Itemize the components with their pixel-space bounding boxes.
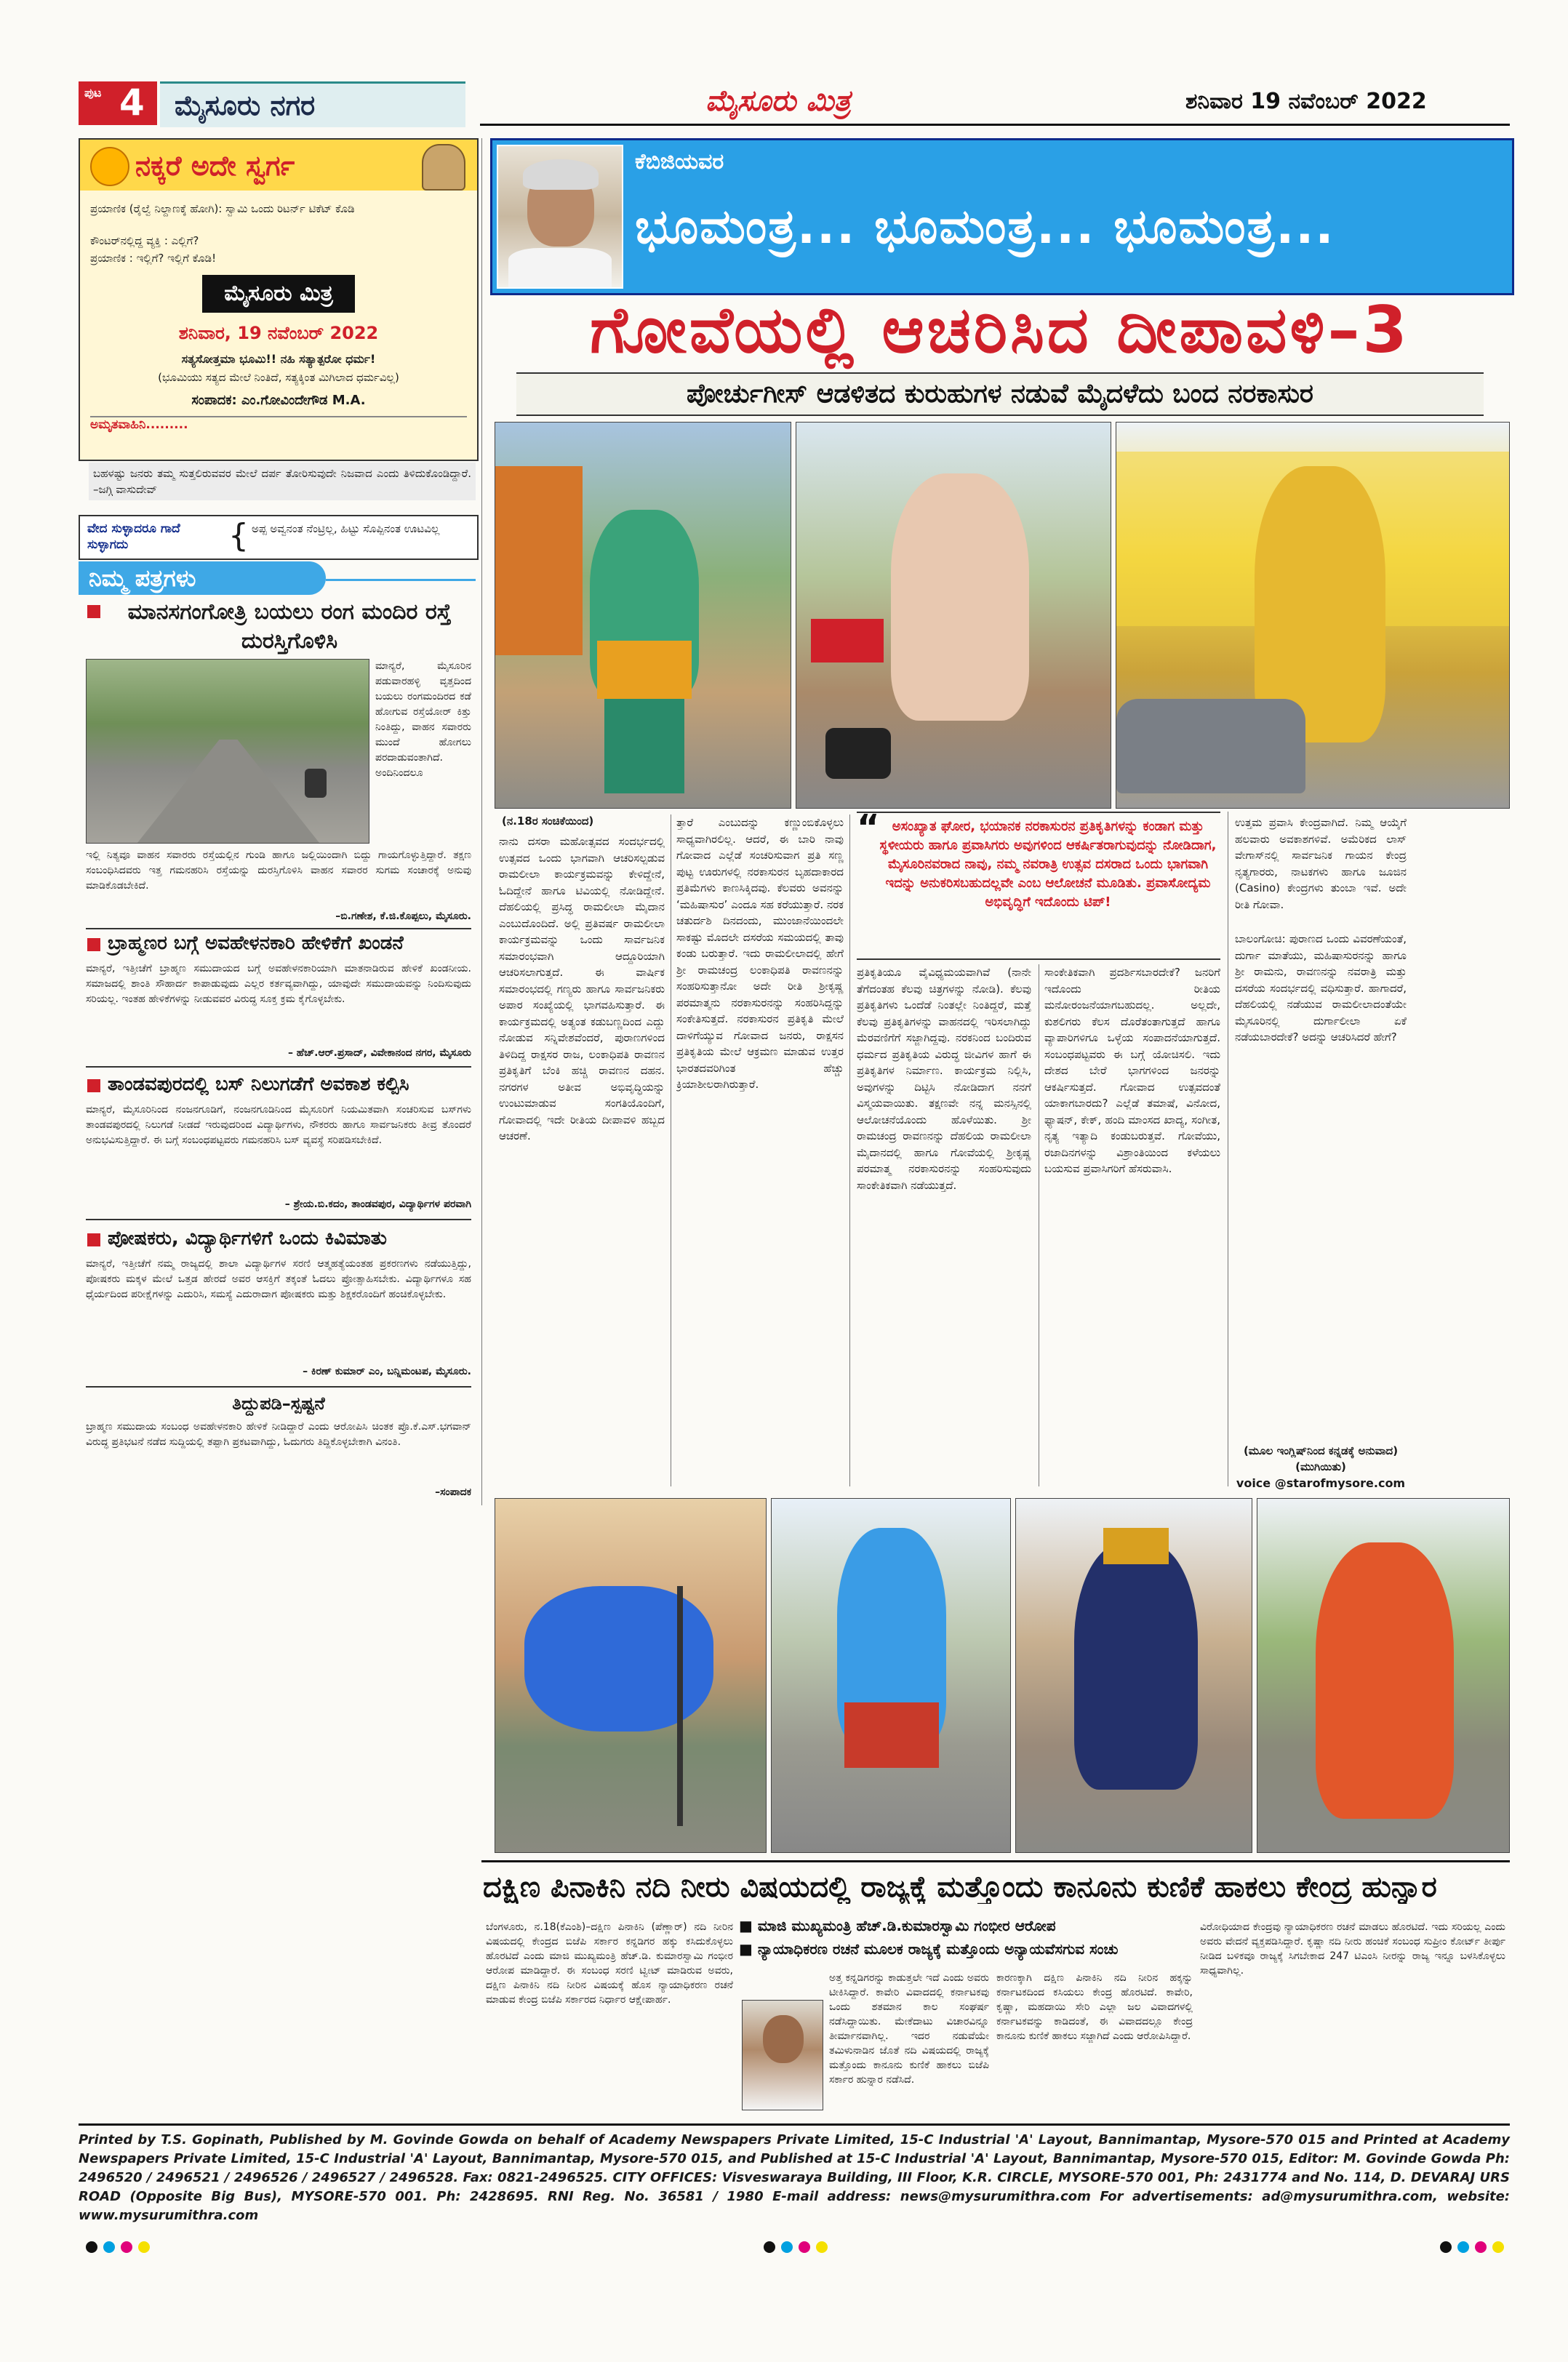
river-bullet-2-text: ನ್ಯಾಯಾಧಿಕರಣ ರಚನೆ ಮೂಲಕ ರಾಜ್ಯಕ್ಕೆ ಮತ್ತೊಂದು ಅನ್ಯಾಯವೆಸಗುವ ಸಂಚು (757, 1940, 1119, 1958)
narakasura-photo-pale (796, 422, 1111, 809)
car-shape (1116, 699, 1305, 793)
masthead-date: ಶನಿವಾರ 19 ನವೆಂಬರ್ 2022 (1185, 89, 1427, 114)
proverb-brace: { (228, 517, 249, 554)
page-label: ಪುಟ (84, 86, 102, 100)
columnist-label: ಕೆಬಿಜಿಯವರ (635, 149, 724, 175)
kumaraswamy-photo (742, 2000, 823, 2110)
building-shape (495, 466, 583, 655)
story-top-rule (481, 1860, 1510, 1862)
column-title: ಭೂಮಂತ್ರ... ಭೂಮಂತ್ರ... ಭೂಮಂತ್ರ... (635, 199, 1335, 255)
bullet-icon: ■ (739, 1917, 758, 1934)
paper-motto-translation: (ಭೂಮಿಯು ಸತ್ಯದ ಮೇಲೆ ನಿಂತಿದೆ, ಸತ್ಯಕ್ಕಿಂತ ಮಿಗಿಲಾದ ಧರ್ಮವಿಲ್ಲ) (158, 371, 399, 384)
continued-label: (ನ.18ರ ಸಂಚಿಕೆಯಿಂದ) (502, 814, 594, 828)
narakasura-photo-green (495, 422, 791, 809)
narakasura-photo-gold (1116, 422, 1510, 809)
registration-dot-yellow (1492, 2241, 1504, 2253)
effigy-crown (1103, 1528, 1169, 1564)
letter-3-body: ಮಾನ್ಯರೆ, ಮೈಸೂರಿನಿಂದ ನಂಜನಗೂಡಿಗೆ, ನಂಜನಗೂಡಿನಿಂದ ಮೈಸೂರಿಗೆ ನಿಯಮಿತವಾಗಿ ಸಂಚರಿಸುವ ಬಸ್‌ಗಳು ತಾಂಡವಪುರದಲ್ಲಿ ನಿಲುಗಡೆ ನೀಡದೆ ಇರುವುದರಿಂದ ವಿದ್ಯಾರ್ಥಿಗಳು, ನೌಕರರು ಹಾಗೂ ಸಾರ್ವಜನಿಕರು ತೀವ್ರ ತೊಂದರೆ ಅನುಭವಿಸುತ್ತಿದ್ದಾರೆ. ಈ ಬಗ್ಗೆ ಸಂಬಂಧಪಟ್ಟವರು ಗಮನಹರಿಸಿ ಬಸ್ ವ್ಯವಸ್ಥೆ ಸರಿಪಡಿಸಬೇಕಿದೆ. (86, 1104, 471, 1146)
portrait-shirt (508, 248, 612, 287)
footer-rule (79, 2123, 1510, 2126)
amruta-title: ಅಮೃತವಾಹಿನಿ......... (90, 417, 188, 432)
letter-4-marker (87, 1233, 100, 1246)
letters-header-title: ನಿಮ್ಮ ಪತ್ರಗಳು (89, 564, 196, 592)
paper-logo: ಮೈಸೂರು ಮಿತ್ರ (224, 281, 333, 306)
pull-quote: ಅಸಂಖ್ಯಾತ ಘೋರ, ಭಯಾನಕ ನರಕಾಸುರನ ಪ್ರತಿಕೃತಿಗಳನ್ನು ಕಂಡಾಗ ಮತ್ತು ಸ್ಥಳೀಯರು ಹಾಗೂ ಪ್ರವಾಸಿಗರು ಅವುಗಳಿಂದ ಆಕರ್ಷಿತರಾಗುವುದನ್ನು ನೋಡಿದಾಗ, ಮೈಸೂರಿನವರಾದ ನಾವು, ನಮ್ಮ ನವರಾತ್ರಿ ಉತ್ಸವ ದಸರಾದ ಒಂದು ಭಾಗವಾಗಿ ಇದನ್ನು ಅನುಕರಿಸಬಹುದಲ್ಲವೇ ಎಂಬ ಆಲೋಚನೆ ಮೂಡಿತು. ಪ್ರವಾಸೋದ್ಯಮ ಅಭಿವೃದ್ಧಿಗೆ ಇದೊಂದು ಟಿಪ್! (879, 819, 1217, 910)
feature-col-5b: ಬಾಲಂಗೋಚಿ: ಪುರಾಣದ ಒಂದು ವಿವರಣೆಯಂತೆ, ದುರ್ಗಾ ಮಾತೆಯು, ಮಹಿಷಾಸುರನನ್ನು ಹಾಗೂ ಶ್ರೀ ರಾಮನು, ರಾವಣನನ್ನು ನವರಾತ್ರಿ ಮತ್ತು ದಸರೆಯ ಸಂದರ್ಭದಲ್ಲಿ ವಧಿಸುತ್ತಾರೆ. ಹಾಗಾದರೆ, ದೆಹಲಿಯಲ್ಲಿ ನಡೆಯುವ ರಾಮಲೀಲಾದಂತೆಯೇ ಮೈಸೂರಿನಲ್ಲಿ ದುರ್ಗಾಲೀಲಾ ಏಕೆ ನಡೆಯಬಾರದೇಕೆ? ಅದನ್ನು ಆಚರಿಸಿದರೆ ಹೇಗೆ? (1235, 932, 1407, 1044)
section-title-box (160, 81, 465, 127)
humor-title: ನಕ್ಕರೆ ಅದೇ ಸ್ವರ್ಗ (135, 150, 295, 182)
letter-3-marker (87, 1079, 100, 1092)
registration-dot-black (86, 2241, 97, 2253)
letter-2-body: ಮಾನ್ಯರೆ, ಇತ್ತೀಚೆಗೆ ಬ್ರಾಹ್ಮಣ ಸಮುದಾಯದ ಬಗ್ಗೆ ಅವಹೇಳನಕಾರಿಯಾಗಿ ಮಾತನಾಡಿರುವ ಹೇಳಿಕೆ ಖಂಡನೀಯ. ಸಮಾಜದಲ್ಲಿ ಶಾಂತಿ ಸೌಹಾರ್ದ ಕಾಪಾಡುವುದು ಎಲ್ಲರ ಕರ್ತವ್ಯವಾಗಿದ್ದು, ಯಾವುದೇ ಸಮುದಾಯವನ್ನು ನಿಂದಿಸುವುದು ಸರಿಯಲ್ಲ. ಇಂತಹ ಹೇಳಿಕೆಗಳನ್ನು ನೀಡುವವರ ವಿರುದ್ಧ ಸೂಕ್ತ ಕ್ರಮ ಕೈಗೊಳ್ಳಬೇಕು. (86, 963, 471, 1005)
narakasura-photo-dark (1015, 1498, 1252, 1853)
motorbike-shape (305, 769, 327, 798)
scaffold (677, 1586, 683, 1826)
paper-name: ಮೈಸೂರು ಮಿತ್ರ (705, 84, 851, 118)
letter-1-road-photo (86, 659, 369, 844)
river-bullet-1-text: ಮಾಜಿ ಮುಖ್ಯಮಂತ್ರಿ ಹೆಚ್.ಡಿ.ಕುಮಾರಸ್ವಾಮಿ ಗಂಭೀರ ಆರೋಪ (757, 1917, 1056, 1934)
paper-motto: ಸತ್ಯಸೋತ್ತಮಾ ಭೂಮಿ!! ನಹಿ ಸತ್ಯಾತ್ಪರೋ ಧರ್ಮ! (181, 352, 376, 366)
registration-dot-cyan (103, 2241, 115, 2253)
feature-subheadline-box (516, 372, 1484, 416)
feature-subheadline: ಪೋರ್ಚುಗೀಸ್ ಆಡಳಿತದ ಕುರುಹುಗಳ ನಡುವೆ ಮೈದಳೆದು ಬಂದ ನರಕಾಸುರ (687, 379, 1313, 409)
divider (86, 1066, 471, 1068)
pull-quote-box (857, 807, 1220, 960)
letter-3-signature: – ಶ್ರೇಯ.ಬಿ.ಕದಂ, ತಾಂಡವಪುರ, ವಿದ್ಯಾರ್ಥಿಗಳ ಪರವಾಗಿ (284, 1198, 471, 1210)
registration-dot-yellow (138, 2241, 150, 2253)
masthead-rule (480, 124, 1510, 126)
effigy-body-red (1316, 1542, 1454, 1819)
email-address[interactable]: voice @starofmysore.com (1236, 1476, 1406, 1490)
columnist-portrait (497, 145, 623, 289)
feature-col-1: ನಾನು ದಸರಾ ಮಹೋತ್ಸವದ ಸಂದರ್ಭದಲ್ಲಿ ಉತ್ಸವದ ಒಂದು ಭಾಗವಾಗಿ ಆಚರಿಸಲ್ಪಡುವ ರಾಮಲೀಲಾ ಕಾರ್ಯಕ್ರಮವನ್ನು ಕೇಳಿದ್ದೇನೆ, ಓದಿದ್ದೇನೆ ಹಾಗೂ ಟಿವಿಯಲ್ಲಿ ನೋಡಿದ್ದೇನೆ. ದೆಹಲಿಯಲ್ಲಿ ಪ್ರಸಿದ್ಧ ರಾಮಲೀಲಾ ಮೈದಾನ ಎಂಬುದೊಂದಿದೆ. ಅಲ್ಲಿ ಪ್ರತಿವರ್ಷ ರಾಮಲೀಲಾ ಕಾರ್ಯಕ್ರಮವನ್ನು ಒಂದು ಸಾರ್ವಜನಿಕ ಸಮಾರಂಭವಾಗಿ ಆದ್ದೂರಿಯಾಗಿ ಆಚರಿಸಲಾಗುತ್ತದೆ. ಈ ವಾರ್ಷಿಕ ಸಮಾರಂಭದಲ್ಲಿ ಗಣ್ಯರು ಹಾಗೂ ಸಾರ್ವಜನಿಕರು ಅಪಾರ ಸಂಖ್ಯೆಯಲ್ಲಿ ಭಾಗವಹಿಸುತ್ತಾರೆ. ಈ ಕಾರ್ಯಕ್ರಮದಲ್ಲಿ ಅತ್ಯಂತ ಕಡುಬಣ್ಣದಿಂದ ಎದ್ದು ನೋಡುವ ಸನ್ನಿವೇಶವೆಂದರೆ, ಪುರಾಣಗಳಿಂದ ತಿಳಿದಿದ್ದ ರಾಕ್ಷಸರ ರಾಜ, ಲಂಕಾಧಿಪತಿ ರಾವಣನ ಪ್ರತಿಕೃತಿಗೆ ಬೆಂಕಿ ಹಚ್ಚಿ ರಾವಣನ ದಹನ. ನಗರಗಳ ಅತೀವ ಅಭಿವೃದ್ಧಿಯನ್ನು ಉಂಟುಮಾಡುವ ಸಂಗತಿಯೊಂದಿಗೆ, ಗೋವಾದಲ್ಲಿ ಇದೇ ರೀತಿಯ ದೀಪಾವಳಿ ಹಬ್ಬದ ಆಚರಣೆ. (499, 835, 665, 1142)
letter-2-signature: – ಹೆಚ್.ಆರ್.ಪ್ರಸಾದ್, ವಿವೇಕಾನಂದ ನಗರ, ಮೈಸೂರು (287, 1047, 471, 1059)
column-divider (481, 138, 482, 1505)
cartoon-figure-icon (422, 144, 465, 191)
registration-dot-magenta (121, 2241, 132, 2253)
scooter-shape (825, 728, 891, 779)
amruta-text: ಬಹಳಷ್ಟು ಜನರು ತಮ್ಮ ಸುತ್ತಲಿರುವವರ ಮೇಲೆ ದರ್ಪ ತೋರಿಸುವುದೇ ನಿಜವಾದ ಎಂದು ತಿಳಿದುಕೊಂಡಿದ್ದಾರೆ. –ಜಗ್ಗಿ ವಾಸುದೇವ್ (89, 463, 476, 500)
humor-line-3: ಪ್ರಯಾಣಿಕ : ಇಲ್ಲಿಗೆ? ಇಲ್ಲಿಗೆ ಕೊಡಿ! (90, 252, 217, 265)
divider (86, 928, 471, 929)
page-number: 4 (119, 81, 145, 124)
divider (86, 1219, 471, 1220)
registration-dot-yellow (816, 2241, 828, 2253)
shop-sign (811, 619, 884, 662)
laughing-face-icon (90, 147, 129, 186)
letter-4-title: ಪೋಷಕರು, ವಿದ್ಯಾರ್ಥಿಗಳಿಗೆ ಒಂದು ಕಿವಿಮಾತು (108, 1228, 387, 1249)
humor-line-2: ಕೌಂಟರ್‌ನಲ್ಲಿದ್ದ ವ್ಯಕ್ತಿ : ಎಲ್ಲಿಗೆ? (90, 234, 199, 247)
column-divider (849, 814, 850, 1486)
registration-dot-magenta (1475, 2241, 1487, 2253)
letters-header (79, 561, 326, 595)
correction-title: ತಿದ್ದುಪಡಿ–ಸ್ಪಷ್ಟನೆ (232, 1393, 325, 1414)
river-headline: ದಕ್ಷಿಣ ಪಿನಾಕಿನಿ ನದಿ ನೀರು ವಿಷಯದಲ್ಲಿ ರಾಜ್ಯಕ್ಕೆ ಮತ್ತೊಂದು ಕಾನೂನು ಕುಣಿಕೆ ಹಾಕಲು ಕೇಂದ್ರ ಹುನ್ನಾರ (483, 1870, 1437, 1904)
section-title: ಮೈಸೂರು ನಗರ (175, 89, 316, 121)
paper-box-date: ಶನಿವಾರ, 19 ನವೆಂಬರ್ 2022 (178, 323, 379, 343)
letter-1-side-text: ಮಾನ್ಯರೆ, ಮೈಸೂರಿನ ಪಡುವಾರಹಳ್ಳಿ ವೃತ್ತದಿಂದ ಬಯಲು ರಂಗಮಂದಿರದ ಕಡೆ ಹೋಗುವ ರಸ್ತೆಯೋರ್ ಕಿತ್ತು ನಿಂತಿದ್ದು, ವಾಹನ ಸವಾರರು ಮುಂದೆ ಹೋಗಲು ಪರದಾಡುವಂತಾಗಿದೆ. ಅಂದಿನಿಂದಲೂ (375, 660, 471, 779)
registration-dot-cyan (1457, 2241, 1469, 2253)
road-surface (137, 740, 319, 843)
registration-dot-black (764, 2241, 775, 2253)
column-banner (490, 138, 1514, 295)
effigy-body-pale (891, 473, 1029, 721)
river-col-2: ಅತ್ತ ಕನ್ನಡಿಗರನ್ನು ಕಾಡುತ್ತಲೇ ಇದೆ ಎಂದು ಅವರು ಟೀಕಿಸಿದ್ದಾರೆ. ಕಾವೇರಿ ವಿವಾದದಲ್ಲಿ ಕರ್ನಾಟಕವು ಒಂದು ಶತಮಾನ ಕಾಲ ಸಂಘರ್ಷ ನಡೆಸಿದ್ದಾಯಿತು. ಮೇಕೆದಾಟು ವಿಚಾರವಿನ್ನೂ ತೀರ್ಮಾನವಾಗಿಲ್ಲ. ಇದರ ನಡುವೆಯೇ ತಮಿಳುನಾಡಿನ ಜೊತೆ ನದಿ ವಿಷಯದಲ್ಲಿ ರಾಜ್ಯಕ್ಕೆ ಮತ್ತೊಂದು ಕಾನೂನು ಕುಣಿಕೆ ಹಾಕಲು ಬಿಜೆಪಿ ಸರ್ಕಾರ ಹುನ್ನಾರ ನಡೆಸಿದೆ. (829, 1972, 989, 2086)
letter-4-signature: – ಕಿರಣ್ ಕುಮಾರ್ ಎಂ, ಬನ್ನಿಮಂಟಪ, ಮೈಸೂರು. (303, 1366, 471, 1377)
portrait-head (763, 2015, 804, 2063)
humor-line-1: ಪ್ರಯಾಣಿಕ (ರೈಲ್ವೆ ನಿಲ್ದಾಣಕ್ಕೆ ಹೋಗಿ): ಸ್ವಾಮಿ ಒಂದು ರಿಟರ್ನ್ ಟಿಕೆಟ್ ಕೊಡಿ (90, 202, 355, 215)
proverb-left: ವೇದ ಸುಳ್ಳಾದರೂ ಗಾದೆ ಸುಳ್ಳಾಗದು (87, 521, 180, 552)
effigy-skirt (597, 641, 692, 699)
river-col-3: ಕಾರಣಕ್ಕಾಗಿ ದಕ್ಷಿಣ ಪಿನಾಕಿನಿ ನದಿ ನೀರಿನ ಹಕ್ಕನ್ನು ಕರ್ನಾಟಕದಿಂದ ಕಸಿಯಲು ಕೇಂದ್ರ ಹೊರಟಿದೆ. ಕಾವೇರಿ, ಕೃಷ್ಣಾ, ಮಹದಾಯಿ ಸೇರಿ ಎಲ್ಲಾ ಜಲ ವಿವಾದಗಳಲ್ಲಿ ಕರ್ನಾಟಕವನ್ನು ಕಾಡಿದಂತೆ, ಈ ವಿವಾದದಲ್ಲೂ ಕೇಂದ್ರ ಕಾನೂನು ಕುಣಿಕೆ ಹಾಕಲು ಸಜ್ಜಾಗಿದೆ ಎಂದು ಆರೋಪಿಸಿದ್ದಾರೆ. (996, 1972, 1193, 2042)
letter-1-body: ಇಲ್ಲಿ ನಿತ್ಯವೂ ವಾಹನ ಸವಾರರು ರಸ್ತೆಯಲ್ಲಿನ ಗುಂಡಿ ಹಾಗೂ ಜಲ್ಲಿಯಿಂದಾಗಿ ಬಿದ್ದು ಗಾಯಗೊಳ್ಳುತ್ತಿದ್ದಾರೆ. ತಕ್ಷಣ ಸಂಬಂಧಿಸಿದವರು ಇತ್ತ ಗಮನಹರಿಸಿ ರಸ್ತೆಯನ್ನು ದುರಸ್ತಿಗೊಳಿಸಿ ವಾಹನ ಸವಾರರ ಸುಗಮ ಸಂಚಾರಕ್ಕೆ ಅನುವು ಮಾಡಿಕೊಡಬೇಕಿದೆ. (86, 849, 471, 892)
river-col-1: ಬೆಂಗಳೂರು, ನ.18(ಕೆಎಂಶಿ)–ದಕ್ಷಿಣ ಪಿನಾಕಿನಿ (ಪೆಣ್ಣಾರ್) ನದಿ ನೀರಿನ ವಿಷಯದಲ್ಲಿ ಕೇಂದ್ರದ ಬಿಜೆಪಿ ಸರ್ಕಾರ ಕನ್ನಡಿಗರ ಹಕ್ಕು ಕಸಿದುಕೊಳ್ಳಲು ಹೊರಟಿದೆ ಎಂದು ಮಾಜಿ ಮುಖ್ಯಮಂತ್ರಿ ಹೆಚ್.ಡಿ. ಕುಮಾರಸ್ವಾಮಿ ಗಂಭೀರ ಆರೋಪ ಮಾಡಿದ್ದಾರೆ. ಈ ಸಂಬಂಧ ಸರಣಿ ಟ್ವೀಟ್ ಮಾಡಿರುವ ಅವರು, ದಕ್ಷಿಣ ಪಿನಾಕಿನಿ ನದಿ ನೀರಿನ ವಿಷಯಕ್ಕೆ ಹೊಸ ನ್ಯಾಯಾಧಿಕರಣ ರಚನೆ ಮಾಡುವ ಕೇಂದ್ರ ಬಿಜೆಪಿ ಸರ್ಕಾರದ ನಿರ್ಧಾರ ಆಕ್ಷೇಪಾರ್ಹ. (486, 1921, 733, 2006)
narakasura-photo-blue-road (771, 1498, 1011, 1853)
effigy-skirt-red (844, 1702, 939, 1768)
letters-header-rule (326, 579, 476, 581)
proverb-right: ಅಪ್ಪ ಅವ್ವನಂತ ನೆಂಟ್ರಿಲ್ಲ, ಹಿಟ್ಟು ಸೊಪ್ಪಿನಂತ ಊಟವಿಲ್ಲ (252, 522, 440, 535)
letter-4-body: ಮಾನ್ಯರೆ, ಇತ್ತೀಚೆಗೆ ನಮ್ಮ ರಾಜ್ಯದಲ್ಲಿ ಶಾಲಾ ವಿದ್ಯಾರ್ಥಿಗಳ ಸರಣಿ ಆತ್ಮಹತ್ಯೆಯಂತಹ ಪ್ರಕರಣಗಳು ನಡೆಯುತ್ತಿದ್ದು, ಪೋಷಕರು ಮಕ್ಕಳ ಮೇಲೆ ಒತ್ತಡ ಹೇರದೆ ಅವರ ಆಸಕ್ತಿಗೆ ತಕ್ಕಂತೆ ಓದಲು ಪ್ರೋತ್ಸಾಹಿಸಬೇಕು. ವಿದ್ಯಾರ್ಥಿಗಳೂ ಸಹ ಧೈರ್ಯದಿಂದ ಪರೀಕ್ಷೆಗಳನ್ನು ಎದುರಿಸಿ, ಸಮಸ್ಯೆ ಎದುರಾದಾಗ ಪೋಷಕರು ಮತ್ತು ಶಿಕ್ಷಕರೊಂದಿಗೆ ಹಂಚಿಕೊಳ್ಳಬೇಕು. (86, 1258, 471, 1300)
feature-col-6 (1414, 814, 1507, 1486)
feature-col-3: ಪ್ರತಿಕೃತಿಯೂ ವೈವಿಧ್ಯಮಯವಾಗಿವೆ (ನಾನೇ ತೆಗೆದಂತಹ ಕೆಲವು ಚಿತ್ರಗಳನ್ನು ನೋಡಿ). ಕೆಲವು ಪ್ರತಿಕೃತಿಗಳು ಒಂದೆಡೆ ನಿಂತಲ್ಲೇ ನಿಂತಿದ್ದರೆ, ಮತ್ತೆ ಕೆಲವು ಪ್ರತಿಕೃತಿಗಳನ್ನು ವಾಹನದಲ್ಲಿ ಇರಿಸಲಾಗಿದ್ದು ಮೆರವಣಿಗೆಗೆ ಸಜ್ಜಾಗಿದ್ದವು. ನರಕನಿಂದ ಬಂದಿರುವ ಧರ್ಮದ ಪ್ರತಿಕೃತಿಯ ವಿರುದ್ಧ ಜೀವಿಗಳ ಹಾಗೆ ಈ ಪ್ರತಿಕೃತಿಗಳ ನಿರ್ಮಾಣ. ಕಾರ್ಯಕ್ರಮ ನಿಲ್ಲಿಸಿ, ಅವುಗಳನ್ನು ದಿಟ್ಟಿಸಿ ನೋಡಿದಾಗ ನನಗೆ ವಿಸ್ಮಯವಾಯಿತು. ತಕ್ಷಣವೇ ನನ್ನ ಮನಸ್ಸಿನಲ್ಲಿ ಆಲೋಚನೆಯೊಂದು ಹೊಳೆಯಿತು. ಶ್ರೀ ರಾಮಚಂದ್ರ ರಾವಣನನ್ನು ದೆಹಲಿಯ ರಾಮಲೀಲಾ ಮೈದಾನದಲ್ಲಿ ಹಾಗೂ ಗೋವೆಯಲ್ಲಿ ಶ್ರೀಕೃಷ್ಣ ಪರಮಾತ್ಮ ನರಕಾಸುರನನ್ನು ಸಂಹರಿಸುವುದು ಸಾಂಕೇತಿಕವಾಗಿ ನಡೆಯುತ್ತದೆ. (857, 966, 1031, 1192)
letter-2-title: ಬ್ರಾಹ್ಮಣರ ಬಗ್ಗೆ ಅವಹೇಳನಕಾರಿ ಹೇಳಿಕೆಗೆ ಖಂಡನೆ (108, 932, 404, 954)
letter-2-marker (87, 938, 100, 951)
divider (86, 1386, 471, 1388)
registration-dot-cyan (781, 2241, 793, 2253)
registration-dot-magenta (799, 2241, 810, 2253)
letter-1-marker (87, 605, 100, 618)
paper-editor: ಸಂಪಾದಕ: ಎಂ.ಗೋವಿಂದೇಗೌಡ M.A. (191, 393, 366, 408)
correction-signature: –ಸಂಪಾದಕ (435, 1486, 471, 1498)
river-bullet-2 (739, 1940, 1190, 1958)
bullet-icon: ■ (739, 1940, 758, 1958)
narakasura-photo-blue-scaffold (495, 1498, 767, 1853)
effigy-body-dark (1074, 1542, 1198, 1790)
humor-box (79, 138, 479, 461)
effigy-body-blue (524, 1586, 713, 1732)
feature-headline: ಗೋವೆಯಲ್ಲಿ ಆಚರಿಸಿದ ದೀಪಾವಳಿ–3 (590, 292, 1410, 367)
translation-credit: (ಮೂಲ ಇಂಗ್ಲಿಷ್‌ನಿಂದ ಕನ್ನಡಕ್ಕೆ ಅನುವಾದ) (ಮುಗಿಯಿತು) (1243, 1444, 1399, 1473)
narakasura-photo-red (1257, 1498, 1510, 1853)
effigy-legs (604, 699, 684, 793)
page-number-badge (79, 81, 157, 125)
correction-body: ಬ್ರಾಹ್ಮಣ ಸಮುದಾಯ ಸಂಬಂಧ ಅವಹೇಳನಕಾರಿ ಹೇಳಿಕೆ ನೀಡಿದ್ದಾರೆ ಎಂದು ಆರೋಪಿಸಿ ಚಿಂತಕ ಪ್ರೊ.ಕೆ.ಎಸ್.ಭಗವಾನ್ ವಿರುದ್ಧ ಪ್ರತಿಭಟನೆ ನಡೆದ ಸುದ್ದಿಯಲ್ಲಿ ತಪ್ಪಾಗಿ ಪ್ರಕಟವಾಗಿದ್ದು, ಓದುಗರು ತಿದ್ದಿಕೊಳ್ಳಬೇಕಾಗಿ ವಿನಂತಿ. (86, 1421, 471, 1448)
letter-1-signature: –ಬಿ.ಗಣೇಶ, ಕೆ.ಜಿ.ಕೊಪ್ಪಲು, ಮೈಸೂರು. (335, 910, 471, 922)
feature-col-4: ಸಾಂಕೇತಿಕವಾಗಿ ಪ್ರದರ್ಶಿಸಬಾರದೇಕೆ? ಜನರಿಗೆ ಇದೊಂದು ರೀತಿಯ ಮನೋರಂಜನೆಯಾಗಬಹುದಲ್ಲ. ಅಲ್ಲದೇ, ಕುಶಲಿಗರು ಕೆಲಸ ದೊರೆತಂತಾಗುತ್ತದೆ ಹಾಗೂ ವ್ಯಾಪಾರಿಗಳಿಗೂ ಒಳ್ಳೆಯ ಸಂಪಾದನೆಯಾಗುತ್ತದೆ. ಸಂಬಂಧಪಟ್ಟವರು ಈ ಬಗ್ಗೆ ಯೋಚಿಸಲಿ. ಇದು ದೇಶದ ಬೇರೆ ಭಾಗಗಳಿಂದ ಜನರನ್ನು ಆಕರ್ಷಿಸುತ್ತದೆ. ಗೋವಾದ ಉತ್ಸವದಂತೆ ಯಾಕಾಗಬಾರದು? ಎಲ್ಲೆಡೆ ತಮಾಷೆ, ವಿನೋದ, ಫ್ಯಾಷನ್, ಕೇಕ್, ಹಂದಿ ಮಾಂಸದ ಖಾದ್ಯ, ಸಂಗೀತ, ನೃತ್ಯ ಇತ್ಯಾದಿ ಕಂಡುಬರುತ್ತವೆ. ಗೋವೆಯು, ರಜಾದಿನಗಳನ್ನು ವಿಶ್ರಾಂತಿಯಿಂದ ಕಳೆಯಲು ಬಯಸುವ ಪ್ರವಾಸಿಗರಿಗೆ ಹೆಸರುವಾಸಿ. (1044, 966, 1220, 1175)
quote-mark-icon: “ (857, 807, 880, 848)
feature-col-2: ತ್ತಾರೆ ಎಂಬುದನ್ನು ಕಣ್ಣುಂಬಿಕೊಳ್ಳಲು ಸಾಧ್ಯವಾಗಿರಲಿಲ್ಲ. ಆದರೆ, ಈ ಬಾರಿ ನಾವು ಗೋವಾದ ಎಲ್ಲೆಡೆ ಸಂಚರಿಸುವಾಗ ಪ್ರತಿ ಸಣ್ಣ ಪುಟ್ಟ ಊರುಗಳಲ್ಲಿ ನರಕಾಸುರನ ಬೃಹದಾಕಾರದ ಪ್ರತಿಮೆಗಳು ಕಾಣಸಿಕ್ಕಿದವು. ಕೆಲವರು ಅವನನ್ನು ‘ಮಹಿಷಾಸುರ’ ಎಂದೂ ಸಹ ಕರೆಯುತ್ತಾರೆ. ನರಕ ಚತುರ್ದಶಿ ದಿನದಂದು, ಮುಂಜಾನೆಯಿಂದಲೇ ಸಾಕಷ್ಟು ಮೊದಲೇ ದಸರೆಯ ಸಮಯದಲ್ಲಿ ತಾವು ಕಂಡು ಬರುತ್ತಾರೆ. ಇದು ರಾಮಲೀಲಾದಲ್ಲಿ ಹೇಗೆ ಶ್ರೀ ರಾಮಚಂದ್ರ ಲಂಕಾಧಿಪತಿ ರಾವಣನನ್ನು ಸಂಹರಿಸುತ್ತಾನೋ ಅದೇ ರೀತಿ ಶ್ರೀಕೃಷ್ಣ ಪರಮಾತ್ಮನು ನರಕಾಸುರನನ್ನು ಸಂಹರಿಸಿದ್ದನ್ನು ಸಂಕೇತಿಸುತ್ತದೆ. ನರಕಾಸುರನ ಪ್ರತಿಕೃತಿ ಮೇಲೆ ದಾಳಿಗೆಯ್ಯುವ ಗೋವಾದ ಜನರು, ರಾಕ್ಷಸನ ಪ್ರತಿಕೃತಿಯ ಮೇಲೆ ಆಕ್ರಮಣ ಮಾಡುವ ಉತ್ತರ ಭಾರತದವರಿಗಿಂತ ಹೆಚ್ಚು ಕ್ರಿಯಾಶೀಲರಾಗಿರುತ್ತಾರೆ. (676, 816, 844, 1091)
paper-logo-box (202, 275, 355, 313)
letter-1-title: ಮಾನಸಗಂಗೋತ್ರಿ ಬಯಲು ರಂಗ ಮಂದಿರ ರಸ್ತೆ ದುರಸ್ತಿಗೊಳಿಸಿ (127, 599, 452, 654)
river-bullet-1 (739, 1917, 1175, 1934)
proverb-box (79, 515, 479, 560)
feature-col-5: ಉತ್ತಮ ಪ್ರವಾಸಿ ಕೇಂದ್ರವಾಗಿದೆ. ನಿಮ್ಮ ಆಯ್ಕೆಗೆ ಹಲವಾರು ಅವಕಾಶಗಳಿವೆ. ಅಮೆರಿಕದ ಲಾಸ್ ವೇಗಾಸ್‌ನಲ್ಲಿ ಸಾರ್ವಜನಿಕ ಗಾಯನ ಕೇಂದ್ರ ನೃತ್ಯಗಾರರು, ನಾಟಕಗಳು ಹಾಗೂ ಜೂಜಿನ (Casino) ಕೇಂದ್ರಗಳು ತುಂಬಾ ಇವೆ. ಅದೇ ರೀತಿ ಗೋವಾ. (1235, 816, 1407, 911)
footer-imprint: Printed by T.S. Gopinath, Published by M. Govinde Gowda on behalf of Academy Newspapers Private Limited, 15-C Industrial 'A' Layout, Bannimantap, Mysore-570 015 and Printed at Academy Newspapers Private Limited, 15-C Industrial 'A' Layout, Bannimantap, Mysore-570 015, and Published at 15-C Industrial 'A' Layout, Bannimantap, Mysore-570 015, Editor: M. Govinde Gowda Ph: 2496520 / 2496521 / 2496526 / 2496527 / 2496528. Fax: 0821-2496525. CITY OFFICES: Visveswaraya Building, III Floor, K.R. CIRCLE, MYSORE-570 001, Ph: 2431774 and No. 114, D. DEVARAJ URS ROAD (Opposite Big Bus), MYSORE-570 001. Ph: 2428695. RNI Reg. No. 36581 / 1980 E-mail address: news@mysurumithra.com For advertisements: ad@mysurumithra.com, website: www.mysurumithra.com (79, 2132, 1510, 2223)
portrait-hair (523, 159, 599, 190)
river-col-4: ವಿರೋಧಿಯಾದ ಕೇಂದ್ರವು ನ್ಯಾಯಾಧಿಕರಣ ರಚನೆ ಮಾಡಲು ಹೊರಟಿದೆ. ಇದು ಸರಿಯಲ್ಲ ಎಂದು ಅವರು ವೇದನೆ ವ್ಯಕ್ತಪಡಿಸಿದ್ದಾರೆ. ಕೃಷ್ಣಾ ನದಿ ನೀರು ಹಂಚಿಕೆ ಸಂಬಂಧ ಸುಪ್ರೀಂ ಕೋರ್ಟ್ ತೀರ್ಪು ನೀಡಿದ ಬಳಿಕವೂ ರಾಜ್ಯಕ್ಕೆ ಸಿಗಬೇಕಾದ 247 ಟಿಎಂಸಿ ನೀರನ್ನು ರಾಜ್ಯ ಇನ್ನೂ ಬಳಸಿಕೊಳ್ಳಲು ಸಾಧ್ಯವಾಗಿಲ್ಲ. (1200, 1921, 1505, 1977)
letter-3-title: ತಾಂಡವಪುರದಲ್ಲಿ ಬಸ್ ನಿಲುಗಡೆಗೆ ಅವಕಾಶ ಕಲ್ಪಿಸಿ (108, 1073, 409, 1095)
amruta-box (90, 416, 467, 454)
registration-dot-black (1440, 2241, 1452, 2253)
